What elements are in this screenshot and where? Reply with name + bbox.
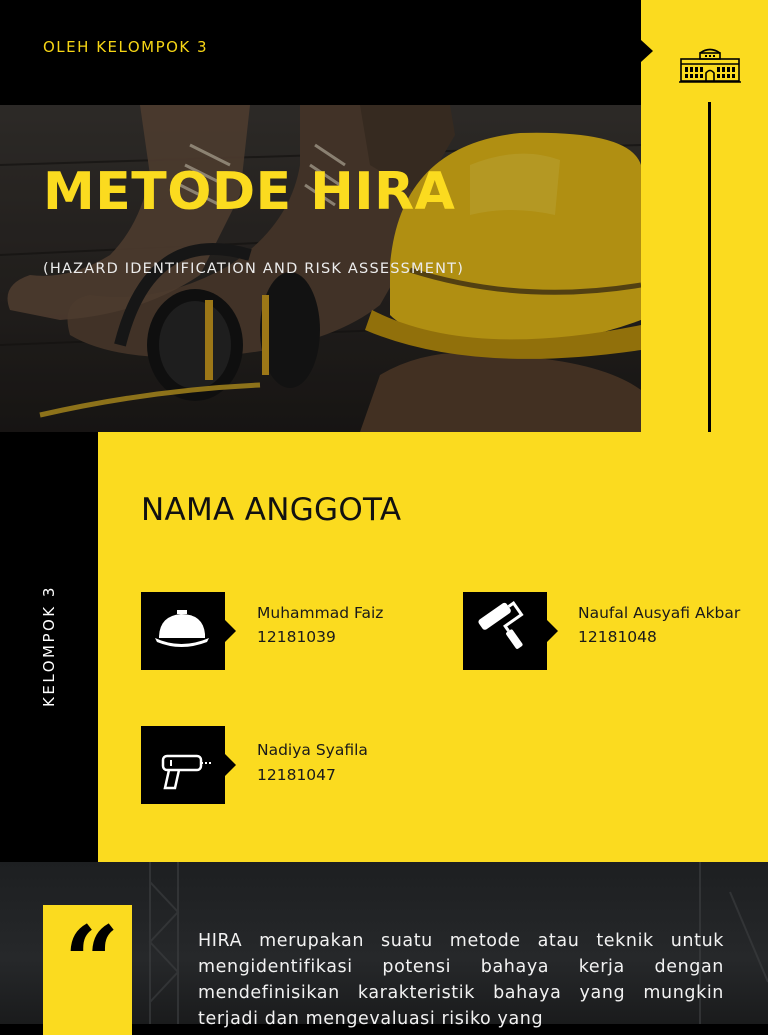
member-icon-box	[141, 592, 225, 670]
quote-icon: “	[64, 905, 120, 1018]
paint-roller-icon	[463, 592, 547, 670]
member-name: Nadiya Syafila	[257, 741, 368, 759]
byline: OLEH KELOMPOK 3	[43, 38, 209, 56]
side-label: KELOMPOK 3	[40, 585, 58, 707]
member-name: Naufal Ausyafi Akbar	[578, 604, 741, 622]
building-icon	[679, 44, 741, 84]
member-icon-box	[141, 726, 225, 804]
drill-icon	[141, 726, 225, 804]
hard-hat-icon	[141, 592, 225, 670]
member-id: 12181047	[257, 766, 336, 784]
member-id: 12181048	[578, 628, 657, 646]
member-name: Muhammad Faiz	[257, 604, 384, 622]
vertical-divider	[708, 102, 711, 432]
quote-text: HIRA merupakan suatu metode atau teknik untuk mengidentifikasi potensi bahaya kerja dengan mendefinisikan karakteristik bahaya yang mungkin terjadi dan mengevaluasi risiko yang	[198, 931, 724, 1029]
arrow-pointer	[641, 40, 653, 62]
page-title: METODE HIRA	[43, 162, 456, 222]
member-icon-box	[463, 592, 547, 670]
members-title: NAMA ANGGOTA	[141, 492, 402, 528]
page-subtitle: (HAZARD IDENTIFICATION AND RISK ASSESSMENT)	[43, 261, 465, 277]
member-id: 12181039	[257, 628, 336, 646]
